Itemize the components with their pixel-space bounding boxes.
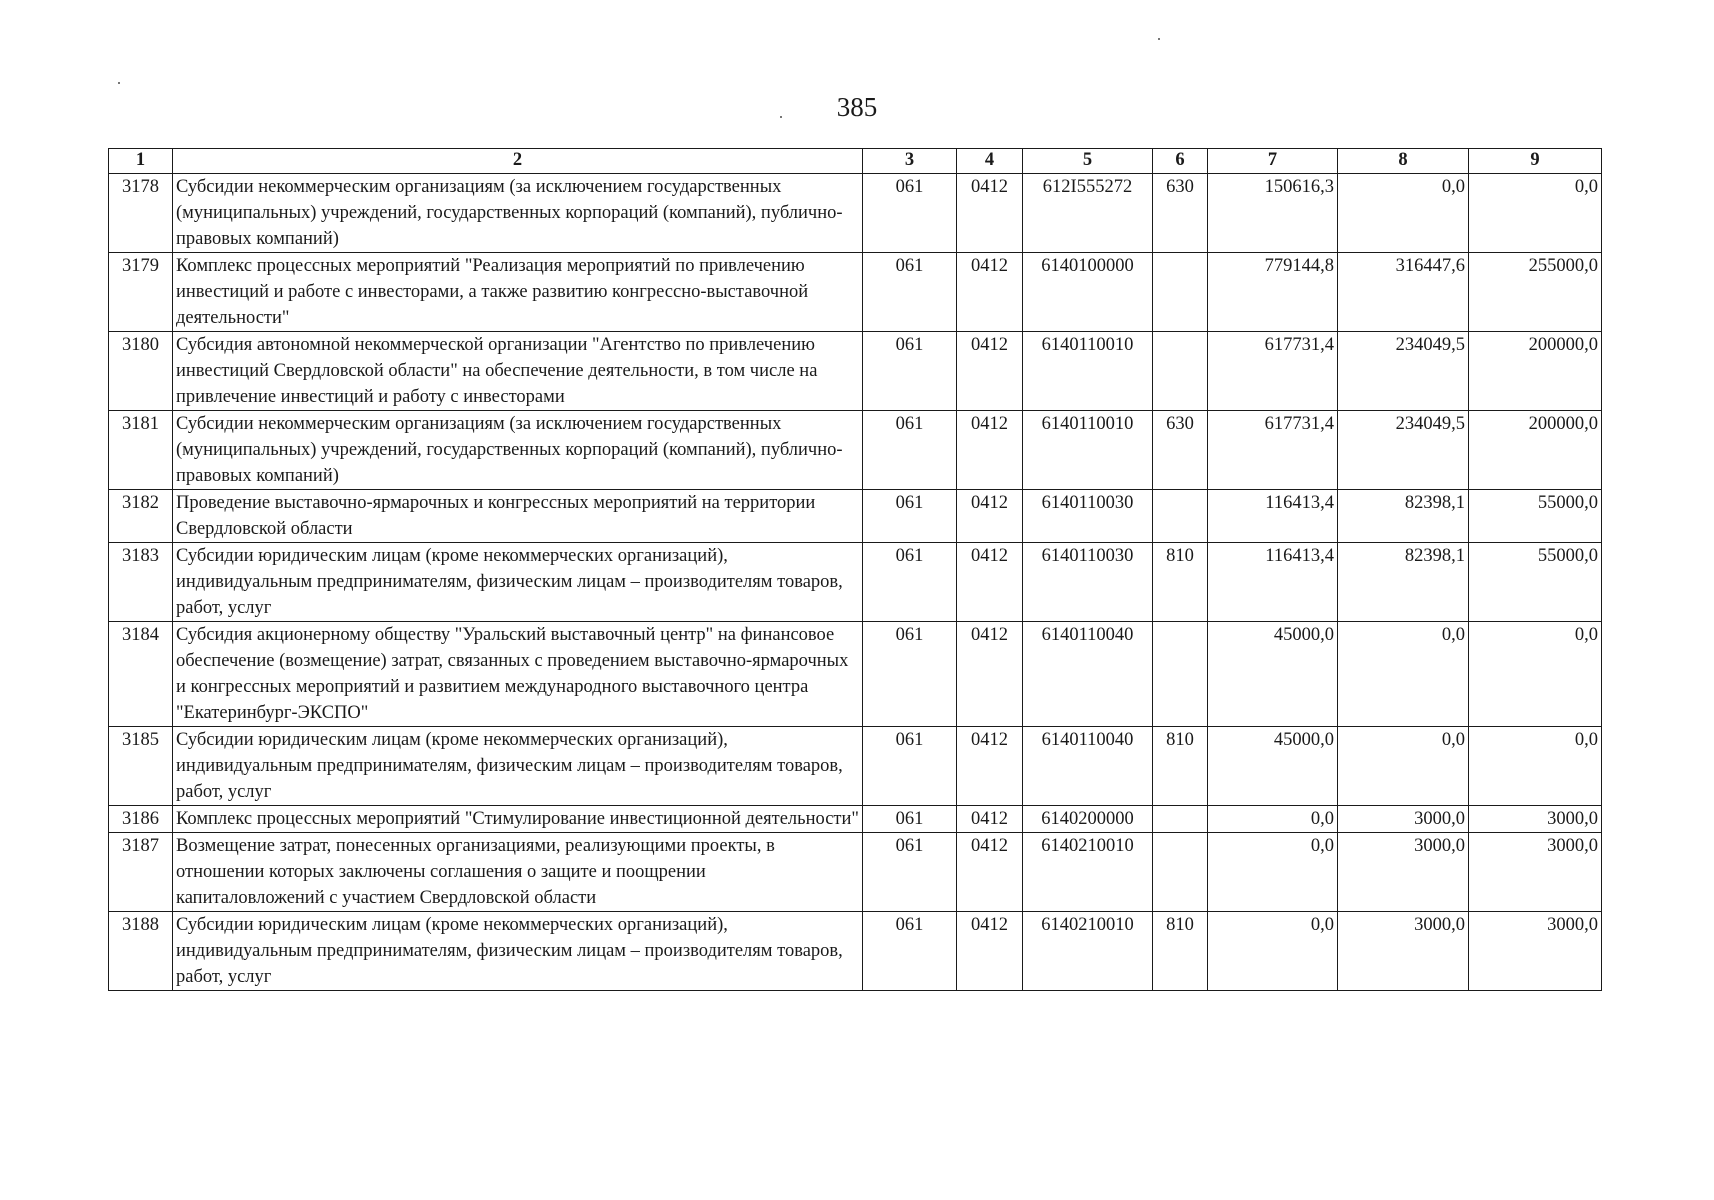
column-header: 3 [863, 149, 957, 174]
admin-code: 061 [863, 833, 957, 912]
table-row [109, 253, 1602, 332]
amount-col-7: 116413,4 [1208, 543, 1338, 622]
amount-col-7: 45000,0 [1208, 622, 1338, 727]
budget-table [108, 148, 1602, 991]
column-header: 7 [1208, 149, 1338, 174]
amount-col-7: 617731,4 [1208, 332, 1338, 411]
row-number: 3188 [109, 912, 173, 991]
expense-type-code: 630 [1153, 411, 1208, 490]
expense-type-code: 810 [1153, 912, 1208, 991]
table-row [109, 912, 1602, 991]
row-number: 3179 [109, 253, 173, 332]
target-article-code: 612I555272 [1023, 174, 1153, 253]
amount-col-8: 316447,6 [1338, 253, 1469, 332]
row-description: Комплекс процессных мероприятий "Стимулирование инвестиционной деятельности" [173, 806, 863, 833]
expense-type-code [1153, 622, 1208, 727]
table-row [109, 622, 1602, 727]
row-description: Возмещение затрат, понесенных организациями, реализующими проекты, в отношении которых заключены соглашения о защите и поощрении капиталовложений с участием Свердловской области [173, 833, 863, 912]
table-body [109, 174, 1602, 991]
section-code: 0412 [957, 332, 1023, 411]
amount-col-8: 82398,1 [1338, 490, 1469, 543]
admin-code: 061 [863, 411, 957, 490]
row-number: 3185 [109, 727, 173, 806]
amount-col-9: 3000,0 [1469, 833, 1602, 912]
row-description: Субсидия автономной некоммерческой организации "Агентство по привлечению инвестиций Свердловской области" на обеспечение деятельности, в том числе на привлечение инвестиций и работу с инвесторами [173, 332, 863, 411]
admin-code: 061 [863, 912, 957, 991]
amount-col-9: 3000,0 [1469, 912, 1602, 991]
amount-col-7: 0,0 [1208, 806, 1338, 833]
section-code: 0412 [957, 490, 1023, 543]
amount-col-7: 779144,8 [1208, 253, 1338, 332]
admin-code: 061 [863, 727, 957, 806]
amount-col-9: 200000,0 [1469, 332, 1602, 411]
column-header: 4 [957, 149, 1023, 174]
row-number: 3184 [109, 622, 173, 727]
row-description: Субсидии некоммерческим организациям (за исключением государственных (муниципальных) учреждений, государственных корпораций (компаний), публично-правовых компаний) [173, 411, 863, 490]
scan-speck [780, 116, 782, 118]
target-article-code: 6140110030 [1023, 543, 1153, 622]
admin-code: 061 [863, 174, 957, 253]
expense-type-code [1153, 490, 1208, 543]
table-row [109, 411, 1602, 490]
section-code: 0412 [957, 833, 1023, 912]
amount-col-9: 0,0 [1469, 174, 1602, 253]
row-number: 3181 [109, 411, 173, 490]
amount-col-8: 0,0 [1338, 174, 1469, 253]
column-header: 5 [1023, 149, 1153, 174]
target-article-code: 6140110010 [1023, 411, 1153, 490]
expense-type-code [1153, 253, 1208, 332]
amount-col-7: 150616,3 [1208, 174, 1338, 253]
section-code: 0412 [957, 912, 1023, 991]
amount-col-7: 116413,4 [1208, 490, 1338, 543]
amount-col-7: 0,0 [1208, 912, 1338, 991]
column-header: 2 [173, 149, 863, 174]
target-article-code: 6140210010 [1023, 833, 1153, 912]
amount-col-8: 3000,0 [1338, 833, 1469, 912]
admin-code: 061 [863, 253, 957, 332]
amount-col-9: 55000,0 [1469, 490, 1602, 543]
section-code: 0412 [957, 622, 1023, 727]
table-header-row [109, 149, 1602, 174]
section-code: 0412 [957, 727, 1023, 806]
amount-col-9: 255000,0 [1469, 253, 1602, 332]
section-code: 0412 [957, 543, 1023, 622]
target-article-code: 6140110030 [1023, 490, 1153, 543]
target-article-code: 6140110010 [1023, 332, 1153, 411]
table-row [109, 806, 1602, 833]
amount-col-8: 3000,0 [1338, 806, 1469, 833]
amount-col-9: 0,0 [1469, 622, 1602, 727]
amount-col-8: 3000,0 [1338, 912, 1469, 991]
expense-type-code [1153, 332, 1208, 411]
row-description: Субсидии юридическим лицам (кроме некоммерческих организаций), индивидуальным предпринимателям, физическим лицам – производителям товаров, работ, услуг [173, 727, 863, 806]
amount-col-8: 0,0 [1338, 727, 1469, 806]
row-number: 3180 [109, 332, 173, 411]
scan-speck [1158, 38, 1160, 40]
amount-col-8: 234049,5 [1338, 411, 1469, 490]
admin-code: 061 [863, 332, 957, 411]
table-row [109, 332, 1602, 411]
row-description: Субсидии юридическим лицам (кроме некоммерческих организаций), индивидуальным предпринимателям, физическим лицам – производителям товаров, работ, услуг [173, 912, 863, 991]
table-row [109, 833, 1602, 912]
admin-code: 061 [863, 806, 957, 833]
column-header: 8 [1338, 149, 1469, 174]
amount-col-8: 0,0 [1338, 622, 1469, 727]
amount-col-7: 0,0 [1208, 833, 1338, 912]
amount-col-9: 55000,0 [1469, 543, 1602, 622]
admin-code: 061 [863, 490, 957, 543]
column-header: 6 [1153, 149, 1208, 174]
section-code: 0412 [957, 253, 1023, 332]
amount-col-7: 45000,0 [1208, 727, 1338, 806]
target-article-code: 6140100000 [1023, 253, 1153, 332]
row-description: Проведение выставочно-ярмарочных и конгрессных мероприятий на территории Свердловской области [173, 490, 863, 543]
section-code: 0412 [957, 806, 1023, 833]
table-row [109, 727, 1602, 806]
amount-col-9: 3000,0 [1469, 806, 1602, 833]
table-row [109, 543, 1602, 622]
amount-col-9: 0,0 [1469, 727, 1602, 806]
expense-type-code: 810 [1153, 727, 1208, 806]
target-article-code: 6140110040 [1023, 727, 1153, 806]
page-number: 385 [836, 92, 878, 122]
row-number: 3183 [109, 543, 173, 622]
row-number: 3187 [109, 833, 173, 912]
table-row [109, 174, 1602, 253]
amount-col-9: 200000,0 [1469, 411, 1602, 490]
amount-col-8: 234049,5 [1338, 332, 1469, 411]
amount-col-8: 82398,1 [1338, 543, 1469, 622]
column-header: 9 [1469, 149, 1602, 174]
section-code: 0412 [957, 174, 1023, 253]
admin-code: 061 [863, 543, 957, 622]
table-row [109, 490, 1602, 543]
row-number: 3182 [109, 490, 173, 543]
target-article-code: 6140210010 [1023, 912, 1153, 991]
scan-speck [118, 82, 120, 84]
target-article-code: 6140200000 [1023, 806, 1153, 833]
expense-type-code [1153, 806, 1208, 833]
row-description: Субсидии юридическим лицам (кроме некоммерческих организаций), индивидуальным предпринимателям, физическим лицам – производителям товаров, работ, услуг [173, 543, 863, 622]
admin-code: 061 [863, 622, 957, 727]
expense-type-code [1153, 833, 1208, 912]
target-article-code: 6140110040 [1023, 622, 1153, 727]
row-number: 3178 [109, 174, 173, 253]
expense-type-code: 810 [1153, 543, 1208, 622]
row-number: 3186 [109, 806, 173, 833]
row-description: Субсидия акционерному обществу "Уральский выставочный центр" на финансовое обеспечение (возмещение) затрат, связанных с проведением выставочно-ярмарочных и конгрессных мероприятий и развитием международного выставочного центра "Екатеринбург-ЭКСПО" [173, 622, 863, 727]
amount-col-7: 617731,4 [1208, 411, 1338, 490]
column-header: 1 [109, 149, 173, 174]
row-description: Комплекс процессных мероприятий "Реализация мероприятий по привлечению инвестиций и работе с инвесторами, а также развитию конгрессно-выставочной деятельности" [173, 253, 863, 332]
section-code: 0412 [957, 411, 1023, 490]
expense-type-code: 630 [1153, 174, 1208, 253]
row-description: Субсидии некоммерческим организациям (за исключением государственных (муниципальных) учреждений, государственных корпораций (компаний), публично-правовых компаний) [173, 174, 863, 253]
